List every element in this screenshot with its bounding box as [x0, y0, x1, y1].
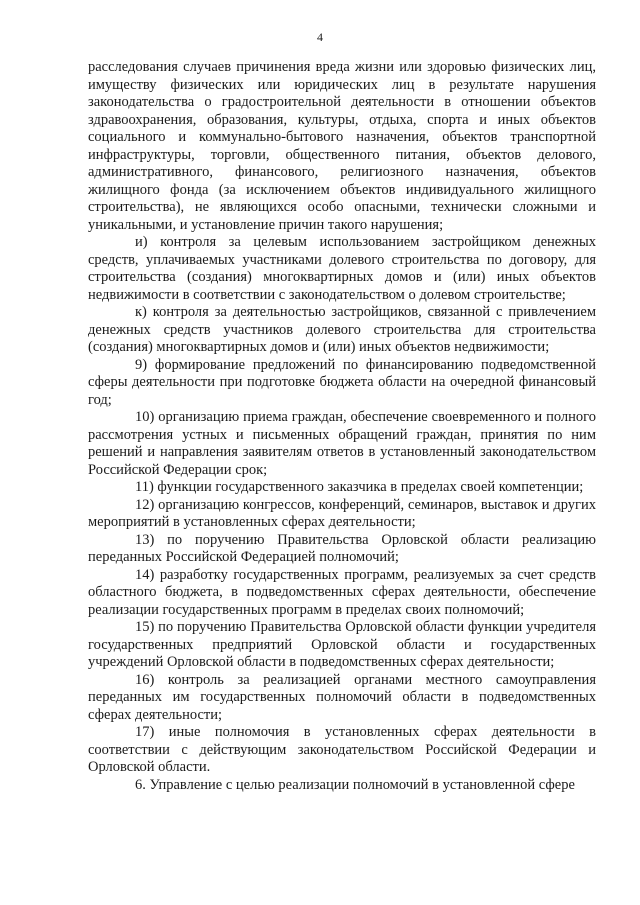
paragraph: 9) формирование предложений по финансированию подведомственной сферы деятельности при подготовке бюджета области на очередной финансовый год; — [88, 356, 596, 408]
paragraph: 6. Управление с целью реализации полномочий в установленной сфере — [135, 776, 575, 793]
document-body — [88, 59, 596, 794]
page-number: 4 — [317, 30, 323, 44]
paragraph: 13) по поручению Правительства Орловской области реализацию переданных Российской Федерацией полномочий; — [88, 531, 596, 565]
paragraph: 16) контроль за реализацией органами местного самоуправления переданных им государственных полномочий области в подведомственных сферах деятельности; — [88, 671, 596, 723]
paragraph: 10) организацию приема граждан, обеспечение своевременного и полного рассмотрения устных и письменных обращений граждан, принятия по ним решений и направления заявителям ответов в установленный законодательством Российской Федерации срок; — [88, 409, 596, 478]
paragraph: и) контроля за целевым использованием застройщиком денежных средств, уплачиваемых участниками долевого строительства по договору, для строительства (создания) многоквартирных домов и (или) иных объектов недвижимости в соответствии с законодательством о долевом строительстве; — [88, 234, 596, 303]
paragraph: 15) по поручению Правительства Орловской области функции учредителя государственных предприятий Орловской области и государственных учреждений Орловской области в подведомственных сферах деятельности; — [88, 619, 596, 670]
paragraph: 17) иные полномочия в установленных сферах деятельности в соответствии с действующим законодательством Российской Федерации и Орловской области. — [88, 724, 596, 775]
paragraph: к) контроля за деятельностью застройщиков, связанной с привлечением денежных средств участников долевого строительства для строительства (создания) многоквартирных домов и (или) иных объектов недвижимости; — [88, 304, 596, 355]
paragraph: 12) организацию конгрессов, конференций, семинаров, выставок и других мероприятий в установленных сферах деятельности; — [88, 496, 596, 530]
paragraph: 11) функции государственного заказчика в пределах своей компетенции; — [135, 479, 584, 495]
paragraph: 14) разработку государственных программ, реализуемых за счет средств областного бюджета, в подведомственных сферах деятельности, обеспечение реализации государственных программ в пределах своих полномочий; — [88, 566, 596, 618]
paragraph: расследования случаев причинения вреда жизни или здоровью физических лиц, имуществу физических или юридических лиц в результате нарушения законодательства о градостроительной деятельности в отношении объектов здравоохранения, образования, культуры, отдыха, спорта и иных объектов социального и коммунально-бытового назначения, объектов транспортной инфраструктуры, торговли, общественного питания, объектов делового, административного, финансового, религиозного назначения, объектов жилищного фонда (за исключением объектов индивидуального жилищного строительства), не являющихся особо опасными, технически сложными и уникальными, и установление причин такого нарушения; — [88, 59, 596, 233]
